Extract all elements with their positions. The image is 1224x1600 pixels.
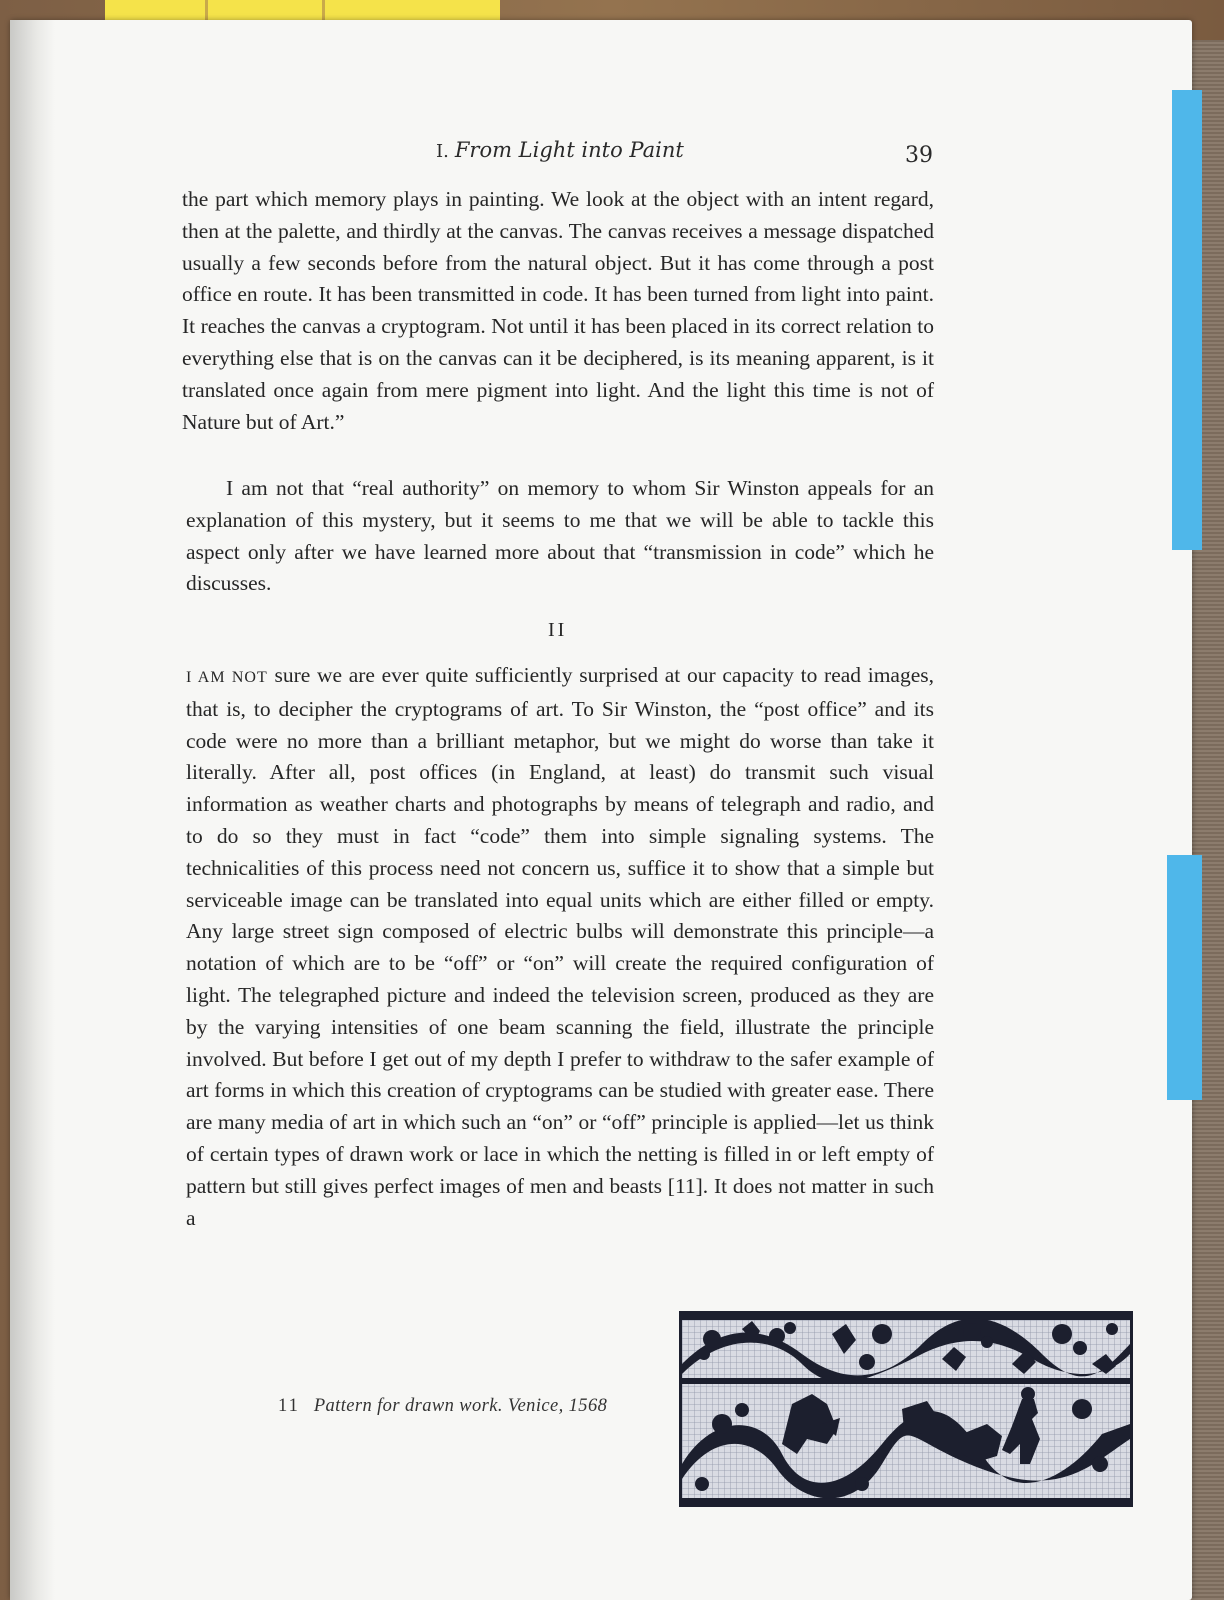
sticky-note-mark (205, 0, 208, 20)
figure-number: 11 (278, 1396, 300, 1416)
pattern-image (682, 1314, 1130, 1504)
figure-caption-text: Pattern for drawn work. Venice, 1568 (313, 1396, 608, 1416)
drawn-work-pattern-figure (679, 1311, 1133, 1507)
paragraph-lead-smallcaps: I AM NOT (186, 669, 268, 686)
paragraph (186, 660, 934, 1234)
page-tab-flag (1172, 90, 1202, 550)
sticky-note (105, 0, 500, 20)
section-heading: II (548, 619, 568, 641)
page-tab-flag (1167, 855, 1202, 1100)
page-gutter-shadow (10, 20, 55, 1600)
chapter-number: I. (436, 141, 449, 162)
page-number: 39 (905, 143, 933, 168)
running-header (436, 138, 684, 162)
chapter-title: From Light into Paint (454, 138, 684, 162)
paragraph: I am not that “real authority” on memory to whom Sir Winston appeals for an explanation of this mystery, but it seems to me that we will be able to tackle this aspect only after we have learned more about that “transmission in code” which he discusses. (186, 476, 934, 596)
paragraph: the part which memory plays in painting. We look at the object with an intent regard, then at the palette, and thirdly at the canvas. The canvas receives a message dispatched usually a few seconds before from the natural object. But it has come through a post office en route. It has been transmitted in code. It has been turned from light into paint. It reaches the canvas a cryptogram. Not until it has been placed in its correct relation to everything else that is on the canvas can it be deciphered, is its meaning apparent, is it translated once again from mere pigment into light. And the light this time is not of Nature but of Art.” (182, 187, 934, 434)
paragraph-body: sure we are ever quite sufficiently surprised at our capacity to read images, that is, to decipher the cryptograms of art. To Sir Winston, the “post office” and its code were no more than a brilliant metaphor, but we might do worse than take it literally. After all, post offices (in England, at least) do transmit such visual information as weather charts and photographs by means of telegraph and radio, and to do so they must in fact “code” them into simple signaling systems. The technicalities of this process need not concern us, suffice it to show that a simple but serviceable image can be translated into equal units which are either filled or empty. Any large street sign composed of electric bulbs will demonstrate this principle—a notation of which are to be “off” or “on” will create the required configuration of light. The telegraphed picture and indeed the television screen, produced as they are by the varying intensities of one beam scanning the field, illustrate the principle involved. But before I get out of my depth I prefer to withdraw to the safer example of art forms in which this creation of cryptograms can be studied with greater ease. There are many media of art in which such an “on” or “off” principle is applied—let us think of certain types of drawn work or lace in which the netting is filled in or left empty of pattern but still gives perfect images of men and beasts [11]. It does not matter in such a (186, 663, 935, 1230)
sticky-note-mark (322, 0, 325, 20)
figure-caption (278, 1396, 607, 1417)
